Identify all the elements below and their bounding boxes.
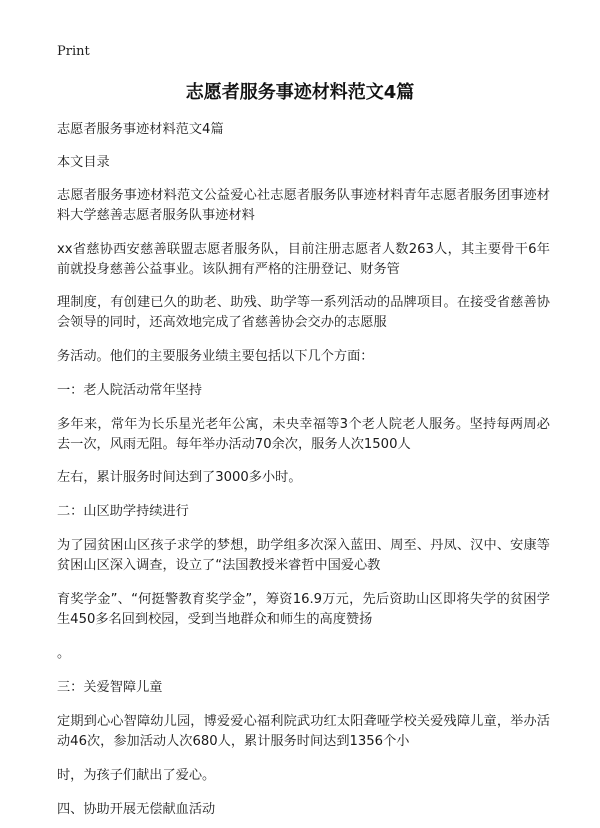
paragraph-intro-3: 务活动。他们的主要服务业绩主要包括以下几个方面： <box>57 349 374 364</box>
document-title: 志愿者服务事迹材料范文4篇 <box>185 82 415 103</box>
section-heading-4: 四、协助开展无偿献血活动 <box>57 802 216 817</box>
section-heading-2: 二：山区助学持续进行 <box>57 504 189 519</box>
paragraph-intro-2: 理制度，有创建已久的助老、助残、助学等一系列活动的品牌项目。在接受省慈善协会领导的同时，还高效地完成了省慈善协会交办的志愿服 <box>57 295 550 330</box>
paragraph-section-3b: 时，为孩子们献出了爱心。 <box>57 768 216 783</box>
paragraph-section-1b: 左右，累计服务时间达到了3000多小时。 <box>57 470 302 485</box>
paragraph-section-2a: 为了园贫困山区孩子求学的梦想，助学组多次深入蓝田、周至、丹凤、汉中、安康等贫困山区深入调查，设立了“法国教授米睿哲中国爱心教 <box>57 538 550 573</box>
paragraph-section-2b: 育奖学金”、“何挺警教育奖学金”，筹资16.9万元，先后资助山区即将失学的贫困学生450多名回到校园，受到当地群众和师生的高度赞扬 <box>57 592 550 627</box>
paragraph-toc-heading: 本文目录 <box>57 155 110 170</box>
paragraph-toc-list: 志愿者服务事迹材料范文公益爱心社志愿者服务队事迹材料青年志愿者服务团事迹材料大学慈善志愿者服务队事迹材料 <box>57 188 550 223</box>
paragraph-section-2c: 。 <box>57 646 71 661</box>
section-heading-3: 三：关爱智障儿童 <box>57 680 163 695</box>
paragraph-subtitle: 志愿者服务事迹材料范文4篇 <box>57 122 224 137</box>
paragraph-section-3a: 定期到心心智障幼儿园，博爱爱心福利院武功红太阳聋哑学校关爱残障儿童，举办活动46次，参加活动人次680人，累计服务时间达到1356个小 <box>57 714 550 749</box>
document-body <box>57 120 550 820</box>
paragraph-intro-1: xx省慈协西安慈善联盟志愿者服务队，目前注册志愿者人数263人，其主要骨干6年前就投身慈善公益事业。该队拥有严格的注册登记、财务管 <box>57 242 550 277</box>
paragraph-section-1a: 多年来，常年为长乐星光老年公寓，未央幸福等3个老人院老人服务。坚持每两周必去一次，风雨无阻。每年举办活动70余次，服务人次1500人 <box>57 417 550 452</box>
section-heading-1: 一：老人院活动常年坚持 <box>57 383 203 398</box>
print-link[interactable]: Print <box>57 44 90 59</box>
